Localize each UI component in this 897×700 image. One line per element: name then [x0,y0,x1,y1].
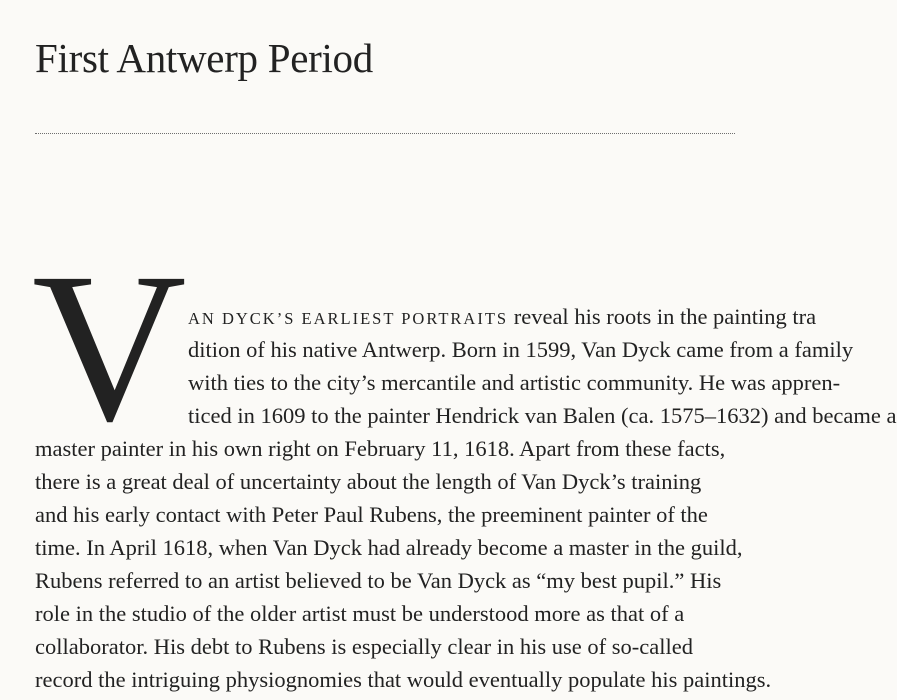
paragraph-line-1-text: reveal his roots in the painting tra [508,304,817,329]
paragraph-line-1 [188,300,816,335]
paragraph-line-10: role in the studio of the older artist must be understood more as that of a [35,601,685,626]
paragraph-line-2: dition of his native Antwerp. Born in 1599, Van Dyck came from a family [188,337,854,362]
drop-cap: V [32,229,187,466]
paragraph-line-12: record the intriguing physiognomies that would eventually populate his paintings. [35,667,772,692]
paragraph-line-11: collaborator. His debt to Rubens is especially clear in his use of so-called [35,634,693,659]
paragraph-line-9: Rubens referred to an artist believed to be Van Dyck as “my best pupil.” His [35,568,722,593]
lead-in-small-caps: AN DYCK’S EARLIEST PORTRAITS [188,309,509,328]
page-title: First Antwerp Period [35,35,373,81]
paragraph-line-6: there is a great deal of uncertainty about the length of Van Dyck’s training [35,469,702,494]
dotted-divider [35,133,735,134]
paragraph-line-7: and his early contact with Peter Paul Rubens, the preeminent painter of the [35,502,708,527]
paragraph-line-8: time. In April 1618, when Van Dyck had already become a master in the guild, [35,535,743,560]
paragraph-line-5: master painter in his own right on February 11, 1618. Apart from these facts, [35,436,726,461]
paragraph-line-4: ticed in 1609 to the painter Hendrick van Balen (ca. 1575–1632) and became a [188,403,897,428]
paragraph-line-3: with ties to the city’s mercantile and artistic community. He was appren- [188,370,841,395]
